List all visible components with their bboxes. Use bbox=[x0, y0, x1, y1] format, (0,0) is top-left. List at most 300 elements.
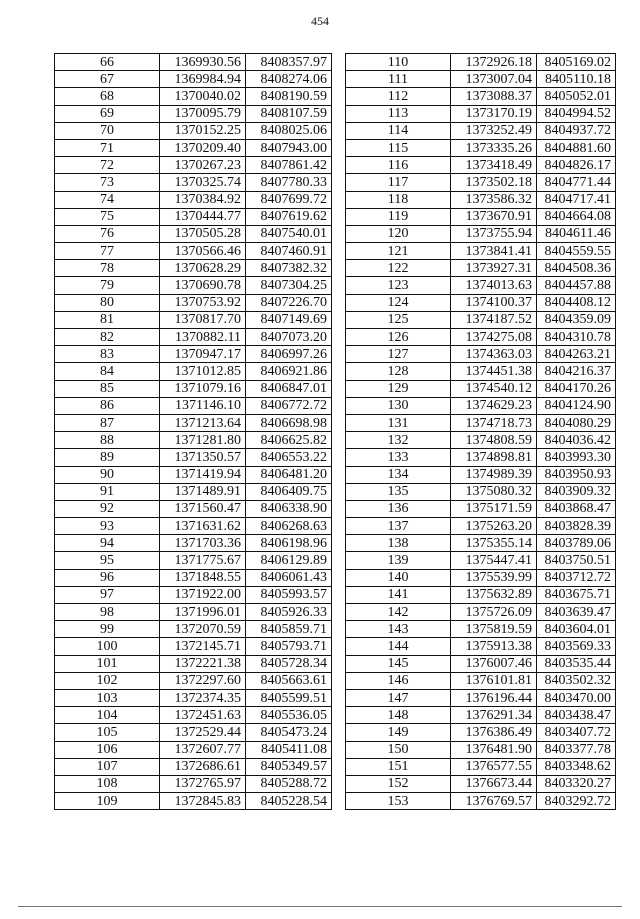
y-coordinate-cell: 8405473.24 bbox=[246, 724, 332, 741]
point-number-cell: 69 bbox=[55, 105, 160, 122]
point-number-cell: 146 bbox=[346, 672, 451, 689]
x-coordinate-cell: 1370753.92 bbox=[160, 294, 246, 311]
x-coordinate-cell: 1371631.62 bbox=[160, 518, 246, 535]
point-number-cell: 77 bbox=[55, 243, 160, 260]
table-row bbox=[346, 139, 616, 156]
table-row bbox=[55, 277, 332, 294]
table-row bbox=[346, 191, 616, 208]
table-row bbox=[346, 311, 616, 328]
point-number-cell: 111 bbox=[346, 71, 451, 88]
point-number-cell: 150 bbox=[346, 741, 451, 758]
x-coordinate-cell: 1375171.59 bbox=[451, 500, 537, 517]
y-coordinate-cell: 8405663.61 bbox=[246, 672, 332, 689]
point-number-cell: 127 bbox=[346, 346, 451, 363]
point-number-cell: 153 bbox=[346, 793, 451, 810]
point-number-cell: 84 bbox=[55, 363, 160, 380]
point-number-cell: 135 bbox=[346, 483, 451, 500]
table-row bbox=[55, 225, 332, 242]
table-row bbox=[346, 122, 616, 139]
x-coordinate-cell: 1371281.80 bbox=[160, 432, 246, 449]
y-coordinate-cell: 8406698.98 bbox=[246, 414, 332, 431]
y-coordinate-cell: 8407304.25 bbox=[246, 277, 332, 294]
y-coordinate-cell: 8407073.20 bbox=[246, 329, 332, 346]
x-coordinate-cell: 1373088.37 bbox=[451, 88, 537, 105]
x-coordinate-cell: 1371560.47 bbox=[160, 500, 246, 517]
point-number-cell: 99 bbox=[55, 621, 160, 638]
table-row bbox=[55, 466, 332, 483]
x-coordinate-cell: 1372221.38 bbox=[160, 655, 246, 672]
table-row bbox=[55, 535, 332, 552]
table-row bbox=[55, 758, 332, 775]
x-coordinate-cell: 1371012.85 bbox=[160, 363, 246, 380]
y-coordinate-cell: 8404664.08 bbox=[537, 208, 616, 225]
table-row bbox=[346, 535, 616, 552]
table-row bbox=[55, 724, 332, 741]
table-row bbox=[346, 569, 616, 586]
x-coordinate-cell: 1372529.44 bbox=[160, 724, 246, 741]
x-coordinate-cell: 1371419.94 bbox=[160, 466, 246, 483]
x-coordinate-cell: 1373007.04 bbox=[451, 71, 537, 88]
table-row bbox=[55, 707, 332, 724]
table-row bbox=[55, 397, 332, 414]
point-number-cell: 151 bbox=[346, 758, 451, 775]
x-coordinate-cell: 1374629.23 bbox=[451, 397, 537, 414]
y-coordinate-cell: 8404263.21 bbox=[537, 346, 616, 363]
x-coordinate-cell: 1376007.46 bbox=[451, 655, 537, 672]
table-row bbox=[55, 483, 332, 500]
y-coordinate-cell: 8403993.30 bbox=[537, 449, 616, 466]
x-coordinate-cell: 1370384.92 bbox=[160, 191, 246, 208]
point-number-cell: 89 bbox=[55, 449, 160, 466]
point-number-cell: 142 bbox=[346, 604, 451, 621]
point-number-cell: 79 bbox=[55, 277, 160, 294]
point-number-cell: 128 bbox=[346, 363, 451, 380]
table-row bbox=[55, 552, 332, 569]
x-coordinate-cell: 1371996.01 bbox=[160, 604, 246, 621]
x-coordinate-cell: 1372297.60 bbox=[160, 672, 246, 689]
table-row bbox=[55, 414, 332, 431]
y-coordinate-cell: 8404508.36 bbox=[537, 260, 616, 277]
table-row bbox=[346, 208, 616, 225]
point-number-cell: 108 bbox=[55, 775, 160, 792]
y-coordinate-cell: 8405859.71 bbox=[246, 621, 332, 638]
point-number-cell: 130 bbox=[346, 397, 451, 414]
point-number-cell: 115 bbox=[346, 139, 451, 156]
y-coordinate-cell: 8403407.72 bbox=[537, 724, 616, 741]
table-row bbox=[55, 157, 332, 174]
table-row bbox=[55, 432, 332, 449]
point-number-cell: 124 bbox=[346, 294, 451, 311]
x-coordinate-cell: 1374898.81 bbox=[451, 449, 537, 466]
y-coordinate-cell: 8404559.55 bbox=[537, 243, 616, 260]
x-coordinate-cell: 1374013.63 bbox=[451, 277, 537, 294]
table-row bbox=[346, 363, 616, 380]
x-coordinate-cell: 1374275.08 bbox=[451, 329, 537, 346]
y-coordinate-cell: 8404036.42 bbox=[537, 432, 616, 449]
point-number-cell: 139 bbox=[346, 552, 451, 569]
y-coordinate-cell: 8405169.02 bbox=[537, 54, 616, 71]
table-row bbox=[55, 105, 332, 122]
x-coordinate-cell: 1372451.63 bbox=[160, 707, 246, 724]
table-row bbox=[55, 71, 332, 88]
y-coordinate-cell: 8403868.47 bbox=[537, 500, 616, 517]
point-number-cell: 134 bbox=[346, 466, 451, 483]
x-coordinate-cell: 1374451.38 bbox=[451, 363, 537, 380]
table-row bbox=[346, 724, 616, 741]
point-number-cell: 136 bbox=[346, 500, 451, 517]
table-row bbox=[55, 346, 332, 363]
y-coordinate-cell: 8405599.51 bbox=[246, 689, 332, 706]
x-coordinate-cell: 1372145.71 bbox=[160, 638, 246, 655]
x-coordinate-cell: 1372374.35 bbox=[160, 689, 246, 706]
x-coordinate-cell: 1370690.78 bbox=[160, 277, 246, 294]
x-coordinate-cell: 1373335.26 bbox=[451, 139, 537, 156]
y-coordinate-cell: 8403750.51 bbox=[537, 552, 616, 569]
point-number-cell: 81 bbox=[55, 311, 160, 328]
point-number-cell: 82 bbox=[55, 329, 160, 346]
table-row bbox=[55, 689, 332, 706]
table-row bbox=[346, 621, 616, 638]
table-row bbox=[346, 174, 616, 191]
y-coordinate-cell: 8404881.60 bbox=[537, 139, 616, 156]
x-coordinate-cell: 1370628.29 bbox=[160, 260, 246, 277]
table-row bbox=[55, 329, 332, 346]
point-number-cell: 137 bbox=[346, 518, 451, 535]
x-coordinate-cell: 1371146.10 bbox=[160, 397, 246, 414]
point-number-cell: 133 bbox=[346, 449, 451, 466]
x-coordinate-cell: 1373170.19 bbox=[451, 105, 537, 122]
x-coordinate-cell: 1374808.59 bbox=[451, 432, 537, 449]
y-coordinate-cell: 8405228.54 bbox=[246, 793, 332, 810]
y-coordinate-cell: 8406338.90 bbox=[246, 500, 332, 517]
table-row bbox=[55, 54, 332, 71]
x-coordinate-cell: 1373755.94 bbox=[451, 225, 537, 242]
point-number-cell: 105 bbox=[55, 724, 160, 741]
x-coordinate-cell: 1371350.57 bbox=[160, 449, 246, 466]
table-row bbox=[346, 638, 616, 655]
point-number-cell: 104 bbox=[55, 707, 160, 724]
point-number-cell: 125 bbox=[346, 311, 451, 328]
y-coordinate-cell: 8408274.06 bbox=[246, 71, 332, 88]
table-row bbox=[346, 71, 616, 88]
x-coordinate-cell: 1371775.67 bbox=[160, 552, 246, 569]
x-coordinate-cell: 1376577.55 bbox=[451, 758, 537, 775]
x-coordinate-cell: 1372070.59 bbox=[160, 621, 246, 638]
x-coordinate-cell: 1373670.91 bbox=[451, 208, 537, 225]
table-row bbox=[346, 466, 616, 483]
y-coordinate-cell: 8407149.69 bbox=[246, 311, 332, 328]
y-coordinate-cell: 8408025.06 bbox=[246, 122, 332, 139]
table-row bbox=[55, 311, 332, 328]
table-row bbox=[346, 793, 616, 810]
point-number-cell: 80 bbox=[55, 294, 160, 311]
point-number-cell: 122 bbox=[346, 260, 451, 277]
table-row bbox=[346, 741, 616, 758]
x-coordinate-cell: 1372926.18 bbox=[451, 54, 537, 71]
x-coordinate-cell: 1373502.18 bbox=[451, 174, 537, 191]
point-number-cell: 110 bbox=[346, 54, 451, 71]
y-coordinate-cell: 8404080.29 bbox=[537, 414, 616, 431]
point-number-cell: 152 bbox=[346, 775, 451, 792]
table-row bbox=[346, 707, 616, 724]
point-number-cell: 97 bbox=[55, 586, 160, 603]
table-row bbox=[55, 449, 332, 466]
y-coordinate-cell: 8403675.71 bbox=[537, 586, 616, 603]
point-number-cell: 112 bbox=[346, 88, 451, 105]
point-number-cell: 120 bbox=[346, 225, 451, 242]
x-coordinate-cell: 1376101.81 bbox=[451, 672, 537, 689]
point-number-cell: 106 bbox=[55, 741, 160, 758]
y-coordinate-cell: 8403438.47 bbox=[537, 707, 616, 724]
table-row bbox=[346, 260, 616, 277]
y-coordinate-cell: 8404170.26 bbox=[537, 380, 616, 397]
table-row bbox=[55, 793, 332, 810]
point-number-cell: 95 bbox=[55, 552, 160, 569]
x-coordinate-cell: 1376291.34 bbox=[451, 707, 537, 724]
table-row bbox=[346, 414, 616, 431]
point-number-cell: 90 bbox=[55, 466, 160, 483]
point-number-cell: 100 bbox=[55, 638, 160, 655]
table-row bbox=[346, 105, 616, 122]
x-coordinate-cell: 1372686.61 bbox=[160, 758, 246, 775]
point-number-cell: 129 bbox=[346, 380, 451, 397]
x-coordinate-cell: 1369930.56 bbox=[160, 54, 246, 71]
point-number-cell: 67 bbox=[55, 71, 160, 88]
point-number-cell: 114 bbox=[346, 122, 451, 139]
y-coordinate-cell: 8403348.62 bbox=[537, 758, 616, 775]
x-coordinate-cell: 1371848.55 bbox=[160, 569, 246, 586]
y-coordinate-cell: 8405536.05 bbox=[246, 707, 332, 724]
y-coordinate-cell: 8407382.32 bbox=[246, 260, 332, 277]
x-coordinate-cell: 1376196.44 bbox=[451, 689, 537, 706]
x-coordinate-cell: 1374540.12 bbox=[451, 380, 537, 397]
y-coordinate-cell: 8403569.33 bbox=[537, 638, 616, 655]
x-coordinate-cell: 1376386.49 bbox=[451, 724, 537, 741]
coordinate-table-right bbox=[345, 53, 616, 810]
y-coordinate-cell: 8403639.47 bbox=[537, 604, 616, 621]
table-row bbox=[346, 346, 616, 363]
point-number-cell: 70 bbox=[55, 122, 160, 139]
y-coordinate-cell: 8404124.90 bbox=[537, 397, 616, 414]
point-number-cell: 107 bbox=[55, 758, 160, 775]
point-number-cell: 96 bbox=[55, 569, 160, 586]
y-coordinate-cell: 8408357.97 bbox=[246, 54, 332, 71]
point-number-cell: 93 bbox=[55, 518, 160, 535]
point-number-cell: 71 bbox=[55, 139, 160, 156]
y-coordinate-cell: 8404771.44 bbox=[537, 174, 616, 191]
y-coordinate-cell: 8404359.09 bbox=[537, 311, 616, 328]
point-number-cell: 126 bbox=[346, 329, 451, 346]
x-coordinate-cell: 1371922.00 bbox=[160, 586, 246, 603]
point-number-cell: 68 bbox=[55, 88, 160, 105]
y-coordinate-cell: 8407780.33 bbox=[246, 174, 332, 191]
y-coordinate-cell: 8406553.22 bbox=[246, 449, 332, 466]
y-coordinate-cell: 8406268.63 bbox=[246, 518, 332, 535]
x-coordinate-cell: 1372607.77 bbox=[160, 741, 246, 758]
table-row bbox=[55, 569, 332, 586]
table-row bbox=[346, 604, 616, 621]
x-coordinate-cell: 1370817.70 bbox=[160, 311, 246, 328]
y-coordinate-cell: 8406772.72 bbox=[246, 397, 332, 414]
point-number-cell: 131 bbox=[346, 414, 451, 431]
table-row bbox=[346, 432, 616, 449]
point-number-cell: 149 bbox=[346, 724, 451, 741]
table-row bbox=[55, 363, 332, 380]
x-coordinate-cell: 1370325.74 bbox=[160, 174, 246, 191]
point-number-cell: 113 bbox=[346, 105, 451, 122]
table-row bbox=[55, 191, 332, 208]
y-coordinate-cell: 8403789.06 bbox=[537, 535, 616, 552]
table-row bbox=[346, 157, 616, 174]
table-row bbox=[346, 294, 616, 311]
point-number-cell: 141 bbox=[346, 586, 451, 603]
point-number-cell: 138 bbox=[346, 535, 451, 552]
table-row bbox=[346, 380, 616, 397]
point-number-cell: 147 bbox=[346, 689, 451, 706]
point-number-cell: 88 bbox=[55, 432, 160, 449]
y-coordinate-cell: 8407861.42 bbox=[246, 157, 332, 174]
point-number-cell: 75 bbox=[55, 208, 160, 225]
x-coordinate-cell: 1372845.83 bbox=[160, 793, 246, 810]
x-coordinate-cell: 1370209.40 bbox=[160, 139, 246, 156]
y-coordinate-cell: 8406625.82 bbox=[246, 432, 332, 449]
table-row bbox=[55, 380, 332, 397]
y-coordinate-cell: 8406847.01 bbox=[246, 380, 332, 397]
y-coordinate-cell: 8406921.86 bbox=[246, 363, 332, 380]
point-number-cell: 78 bbox=[55, 260, 160, 277]
x-coordinate-cell: 1375539.99 bbox=[451, 569, 537, 586]
coordinate-table-left bbox=[54, 53, 332, 810]
y-coordinate-cell: 8404408.12 bbox=[537, 294, 616, 311]
point-number-cell: 94 bbox=[55, 535, 160, 552]
x-coordinate-cell: 1376673.44 bbox=[451, 775, 537, 792]
page-number: 454 bbox=[311, 14, 329, 28]
y-coordinate-cell: 8404994.52 bbox=[537, 105, 616, 122]
table-row bbox=[55, 655, 332, 672]
table-row bbox=[55, 518, 332, 535]
x-coordinate-cell: 1374100.37 bbox=[451, 294, 537, 311]
x-coordinate-cell: 1375263.20 bbox=[451, 518, 537, 535]
y-coordinate-cell: 8404457.88 bbox=[537, 277, 616, 294]
y-coordinate-cell: 8407460.91 bbox=[246, 243, 332, 260]
table-row bbox=[346, 483, 616, 500]
y-coordinate-cell: 8407943.00 bbox=[246, 139, 332, 156]
point-number-cell: 118 bbox=[346, 191, 451, 208]
table-row bbox=[55, 208, 332, 225]
y-coordinate-cell: 8405993.57 bbox=[246, 586, 332, 603]
x-coordinate-cell: 1370882.11 bbox=[160, 329, 246, 346]
x-coordinate-cell: 1373841.41 bbox=[451, 243, 537, 260]
table-row bbox=[55, 672, 332, 689]
table-row bbox=[55, 586, 332, 603]
x-coordinate-cell: 1375726.09 bbox=[451, 604, 537, 621]
y-coordinate-cell: 8403535.44 bbox=[537, 655, 616, 672]
y-coordinate-cell: 8406198.96 bbox=[246, 535, 332, 552]
x-coordinate-cell: 1372765.97 bbox=[160, 775, 246, 792]
table-row bbox=[346, 277, 616, 294]
table-row bbox=[346, 552, 616, 569]
y-coordinate-cell: 8403909.32 bbox=[537, 483, 616, 500]
point-number-cell: 121 bbox=[346, 243, 451, 260]
table-row bbox=[55, 294, 332, 311]
x-coordinate-cell: 1371213.64 bbox=[160, 414, 246, 431]
table-body bbox=[55, 54, 332, 810]
x-coordinate-cell: 1375819.59 bbox=[451, 621, 537, 638]
x-coordinate-cell: 1373927.31 bbox=[451, 260, 537, 277]
y-coordinate-cell: 8404216.37 bbox=[537, 363, 616, 380]
table-row bbox=[346, 397, 616, 414]
y-coordinate-cell: 8406129.89 bbox=[246, 552, 332, 569]
x-coordinate-cell: 1374718.73 bbox=[451, 414, 537, 431]
y-coordinate-cell: 8405349.57 bbox=[246, 758, 332, 775]
y-coordinate-cell: 8403377.78 bbox=[537, 741, 616, 758]
y-coordinate-cell: 8403502.32 bbox=[537, 672, 616, 689]
y-coordinate-cell: 8407540.01 bbox=[246, 225, 332, 242]
x-coordinate-cell: 1375080.32 bbox=[451, 483, 537, 500]
table-row bbox=[346, 775, 616, 792]
table-row bbox=[346, 689, 616, 706]
table-row bbox=[346, 243, 616, 260]
point-number-cell: 76 bbox=[55, 225, 160, 242]
x-coordinate-cell: 1373586.32 bbox=[451, 191, 537, 208]
y-coordinate-cell: 8405728.34 bbox=[246, 655, 332, 672]
table-row bbox=[346, 586, 616, 603]
table-row bbox=[55, 122, 332, 139]
y-coordinate-cell: 8405926.33 bbox=[246, 604, 332, 621]
y-coordinate-cell: 8405411.08 bbox=[246, 741, 332, 758]
y-coordinate-cell: 8403950.93 bbox=[537, 466, 616, 483]
point-number-cell: 92 bbox=[55, 500, 160, 517]
y-coordinate-cell: 8405793.71 bbox=[246, 638, 332, 655]
table-row bbox=[55, 604, 332, 621]
y-coordinate-cell: 8404717.41 bbox=[537, 191, 616, 208]
x-coordinate-cell: 1374363.03 bbox=[451, 346, 537, 363]
point-number-cell: 91 bbox=[55, 483, 160, 500]
point-number-cell: 103 bbox=[55, 689, 160, 706]
point-number-cell: 144 bbox=[346, 638, 451, 655]
x-coordinate-cell: 1375913.38 bbox=[451, 638, 537, 655]
y-coordinate-cell: 8406481.20 bbox=[246, 466, 332, 483]
x-coordinate-cell: 1376769.57 bbox=[451, 793, 537, 810]
table-row bbox=[346, 518, 616, 535]
y-coordinate-cell: 8405110.18 bbox=[537, 71, 616, 88]
x-coordinate-cell: 1370505.28 bbox=[160, 225, 246, 242]
point-number-cell: 73 bbox=[55, 174, 160, 191]
point-number-cell: 148 bbox=[346, 707, 451, 724]
point-number-cell: 116 bbox=[346, 157, 451, 174]
y-coordinate-cell: 8404310.78 bbox=[537, 329, 616, 346]
y-coordinate-cell: 8403320.27 bbox=[537, 775, 616, 792]
point-number-cell: 83 bbox=[55, 346, 160, 363]
table-row bbox=[55, 88, 332, 105]
table-body bbox=[346, 54, 616, 810]
point-number-cell: 143 bbox=[346, 621, 451, 638]
y-coordinate-cell: 8407699.72 bbox=[246, 191, 332, 208]
x-coordinate-cell: 1374187.52 bbox=[451, 311, 537, 328]
table-row bbox=[55, 243, 332, 260]
x-coordinate-cell: 1370095.79 bbox=[160, 105, 246, 122]
y-coordinate-cell: 8403604.01 bbox=[537, 621, 616, 638]
x-coordinate-cell: 1375632.89 bbox=[451, 586, 537, 603]
x-coordinate-cell: 1375447.41 bbox=[451, 552, 537, 569]
x-coordinate-cell: 1370566.46 bbox=[160, 243, 246, 260]
y-coordinate-cell: 8403470.00 bbox=[537, 689, 616, 706]
point-number-cell: 101 bbox=[55, 655, 160, 672]
table-row bbox=[55, 741, 332, 758]
point-number-cell: 123 bbox=[346, 277, 451, 294]
point-number-cell: 85 bbox=[55, 380, 160, 397]
x-coordinate-cell: 1370267.23 bbox=[160, 157, 246, 174]
